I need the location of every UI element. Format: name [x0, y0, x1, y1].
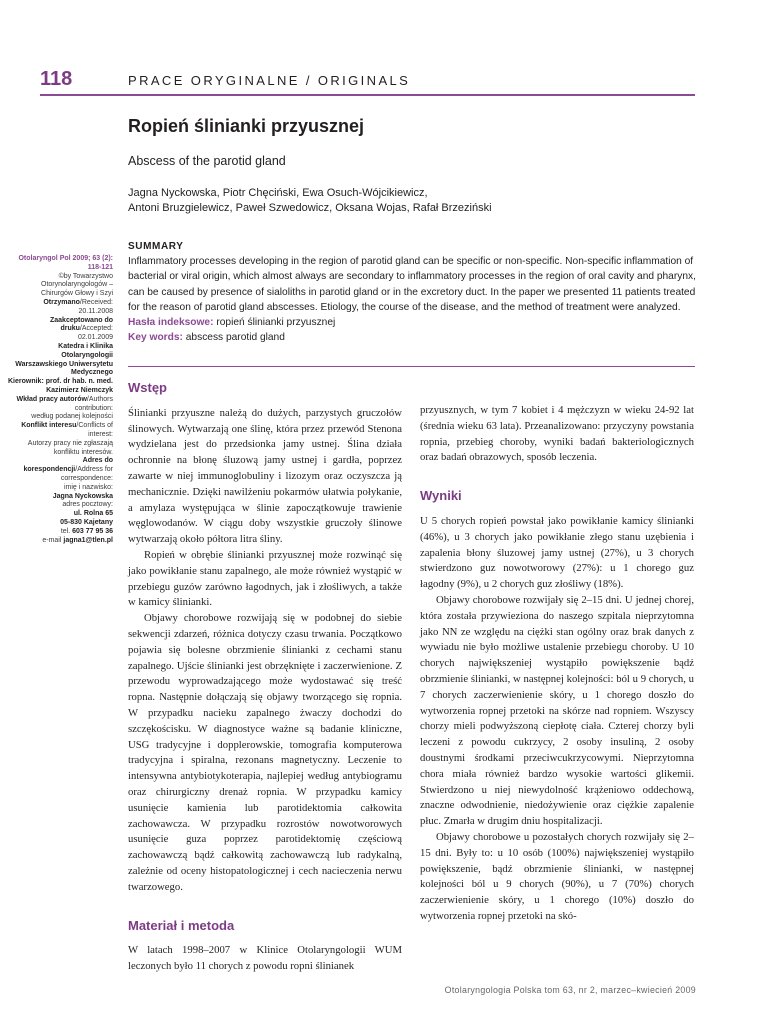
paragraph: Objawy chorobowe rozwijają się w podobnej do siebie sekwencji zdarzeń, różnica dotyczy czasu trwania. Początkowo pojawia się bolesne obrzmienie ślinianki z cechami stanu zapalnego. Ujście ślinianki jest obrzęknięte i zaczerwienione. Z przewodu wyprowadzającego może wydostawać się treść ropna. Następnie dołączają się objawy tworzącego się ropnia. W przypadku nacieku zapalnego żwaczy dochodzi do szczękościsku. W diagnostyce ważne są badanie kliniczne, USG tradycyjne i dopplerowskie, tomografia komputerowa tradycyjna i spiralna, rezonans magnetyczny. Leczenie to intensywna antybiotykoterapia, najlepiej według antybiogramu oraz chirurgiczny drenaż ropnia. W przypadku kamicy usunięcie kamienia lub parotidektomia całkowita zachowawcza. W przypadku rozrostów nowotworowych usunięcie guza poprzez parotidektomię częściową zachowawczą bądź całkowitą zachowawczą lub radykalną, zależnie od oceny histopatologicznej i cech nacieczenia nerwu twarzowego.	[128, 612, 402, 893]
received-label: Otrzymano	[43, 298, 80, 306]
received-en: /Received:	[79, 298, 113, 306]
address-city-value: 05-830 Kajetany	[60, 518, 113, 526]
section-heading-results: Wyniki	[420, 488, 462, 504]
email-label: e-mail	[42, 536, 62, 544]
summary-text: Inflammatory processes developing in the region of parotid gland can be specific or non-specific. Non-specific inflammation of bacterial or viral origin, which almost always are secondary to inflammatory processes in the region of oral cavity and pharynx, can be caused by presence of sialoliths in parotid gland or in the excretory duct. In the paper we presented 11 patients treated for the reason of parotid gland abscesses. Etiology, the course of the disease, and the method of treatment were analyzed.	[128, 256, 696, 313]
address-street-value: ul. Rolna 65	[73, 510, 113, 518]
authors-line: Jagna Nyckowska, Piotr Chęciński, Ewa Osuch-Wójcikiewicz,	[128, 187, 428, 199]
paragraph: Objawy chorobowe rozwijały się 2–15 dni. U jednej chorej, która została przywieziona do naszego szpitala nieprzytomna jako NN ze względu na ciężki stan ogólny oraz brak danych z wywiadu nie było możliwe ustalenie przebiegu choroby. U 10 chorych największeniej wystąpiło powiększenie bądź obrzmienie ślinianki, w następnej kolejności: ból u 9 chorych, u 7 chorych zaczerwienienie skóry, u 1 chorego doszło do wytworzenia ropnej przetoki na skórze nad ropniem. Wszyscy chorzy mieli podwyższoną ciepłotę ciała. Czterej chorzy byli leczeni z powodu cukrzycy, 2 osoby insuliną, 2 osoby doustnymi środkami przeciwcukrzycowymi. Nieprzytomna chora miała również bardzo wysokie wartości glikemii. Stwierdzono u niej niewydolność krążeniowo oddechową, znaczne odwodnienie, niedożywienie oraz ciężkie zapalenie płuc. Zmarła w drugim dniu hospitalizacji.	[420, 593, 694, 828]
article-metadata-sidebar	[8, 255, 113, 545]
keywords-pl-value: ropień ślinianki przyusznej	[216, 317, 336, 329]
journal-footer: Otolaryngologia Polska tom 63, nr 2, marzec–kwiecień 2009	[444, 985, 696, 995]
paragraph: Ślinianki przyuszne należą do dużych, parzystych gruczołów ślinowych. Wytwarzają one ślinę, która przez przewód Stenona wydzielana jest do przedsionka jamy ustnej. Ślina działa ochronnie na błonę śluzową jamy ustnej i gardła, poprzez zawarte w niej immunoglobuliny i lizozym oraz oczyszcza ją mechanicznie. Dzięki nawilżeniu pokarmów ułatwia połykanie, a amylaza występująca w ślinie zapoczątkowuje trawienie węglowodanów. W ciągu doby wszystkie gruczoły ślinowe wytwarzają około półtora litra śliny.	[128, 406, 402, 546]
keywords-pl	[128, 315, 696, 330]
keywords-en-value: abscess parotid gland	[185, 332, 285, 344]
conflict-label: Konflikt interesu	[21, 422, 77, 430]
conflict-en: /Conflicts of interest:	[76, 422, 113, 438]
accepted-label: Zaakceptowano do druku	[49, 316, 113, 333]
copyright: ©by Towarzystwo Otorynolaryngologów – Chirurgów Głowy i Szyi	[41, 272, 113, 298]
paragraph: W latach 1998–2007 w Klinice Otolaryngologii WUM leczonych było 11 chorych z powodu ropni ślinianek	[128, 944, 402, 973]
keywords-en-label: Key words:	[128, 332, 183, 344]
address-name	[8, 493, 113, 502]
authors	[128, 186, 688, 216]
conflict	[8, 422, 113, 440]
conflict-text: Autorzy pracy nie zgłaszają konfliktu interesów.	[27, 439, 113, 456]
paragraph: Objawy chorobowe u pozostałych chorych rozwijały się 2–15 dni. Były to: u 10 osób (100%) największeniej wystąpiło powiększenie, bądź obrzmienie ślinianki, w następnej kolejności ból u 9 chorych (90%), u 7 (70%) chorych zaczerwienienie skóry, u 1 chorego (10%) doszło do wytworzenia ropnej przetoki na skó-	[420, 830, 694, 922]
received	[8, 299, 113, 308]
citation: Otolaryngol Pol 2009; 63 (2): 118-121	[18, 255, 113, 271]
address-postal-label: adres pocztowy:	[62, 501, 113, 509]
address-name-value: Jagna Nyckowska	[52, 492, 113, 500]
authors-line: Antoni Bruzgielewicz, Paweł Szwedowicz, Oksana Wojas, Rafał Brzeziński	[128, 202, 492, 214]
email-value: jagna1@tlen.pl	[63, 536, 113, 544]
address-city	[8, 519, 113, 528]
body-column-right	[420, 403, 694, 925]
address-en: /Address for correspondence:	[60, 466, 113, 482]
paragraph: U 5 chorych ropień powstał jako powikłanie kamicy ślinianki (46%), u 3 chorych jako powikłanie złego stanu uzębienia i zapalenia błony śluzowej jamy ustnej (27%), u 3 chorych stwierdzono guz nowotworowy (27%): u 1 chorego guz łagodny (9%), u 2 chorych guz złośliwy (18%).	[420, 514, 694, 591]
received-date: 20.11.2008	[78, 307, 113, 315]
body-column-left	[128, 380, 402, 975]
contribution	[8, 396, 113, 414]
address-street	[8, 510, 113, 519]
contribution-label: Wkład pracy autorów	[16, 395, 87, 403]
section-heading-methods: Materiał i metoda	[128, 917, 235, 933]
summary-block	[128, 239, 696, 345]
phone-value: 603 77 95 36	[72, 527, 113, 535]
head-text: Kierownik: prof. dr hab. n. med. Kazimierz Niemczyk	[8, 378, 114, 394]
article-subtitle: Abscess of the parotid gland	[128, 154, 286, 168]
email	[8, 537, 113, 546]
section-label: PRACE ORYGINALNE / ORIGINALS	[128, 73, 411, 88]
address	[8, 457, 113, 483]
paragraph-continuation: przyusznych, w tym 7 kobiet i 4 mężczyzn w wieku 24-92 lat (średnia wieku 63 lata). Przeanalizowano: przyczyny powstania ropnia, przebieg choroby, wyniki badań bakteriologicznych oraz badań obrazowych, sposób leczenia.	[420, 404, 694, 464]
article-title: Ropień ślinianki przyusznej	[128, 116, 365, 136]
affiliation	[8, 343, 113, 378]
accepted-en: /Accepted:	[79, 325, 113, 333]
accepted-date: 02.01.2009	[77, 334, 113, 342]
paragraph: Ropień w obrębie ślinianki przyusznej może rozwinąć się jako powikłanie stanu zapalnego, ale może również wystąpić w przebiegu guzów zarówno łagodnych, jak i złośliwych, a także w kamicy ślinianki.	[128, 548, 402, 609]
head-of-department	[8, 378, 113, 396]
phone-label: tel.	[60, 527, 71, 535]
address-label: Adres do korespondencji	[23, 457, 113, 474]
summary-heading: SUMMARY	[128, 241, 184, 252]
keywords-en	[128, 330, 696, 345]
section-heading-introduction: Wstęp	[128, 380, 167, 395]
page-number: 118	[40, 68, 73, 90]
summary-divider	[128, 366, 695, 367]
accepted	[8, 317, 113, 335]
phone	[8, 528, 113, 537]
affiliation-text: Katedra i Klinika Otolaryngologii Warszawskiego Uniwersytetu Medycznego	[15, 342, 113, 377]
contribution-en: /Authors contribution:	[74, 395, 113, 412]
keywords-pl-label: Hasła indeksowe:	[128, 317, 214, 329]
contribution-text: według podanej kolejności	[31, 413, 113, 421]
address-name-label: imię i nazwisko:	[63, 483, 113, 491]
header-rule	[40, 94, 695, 96]
